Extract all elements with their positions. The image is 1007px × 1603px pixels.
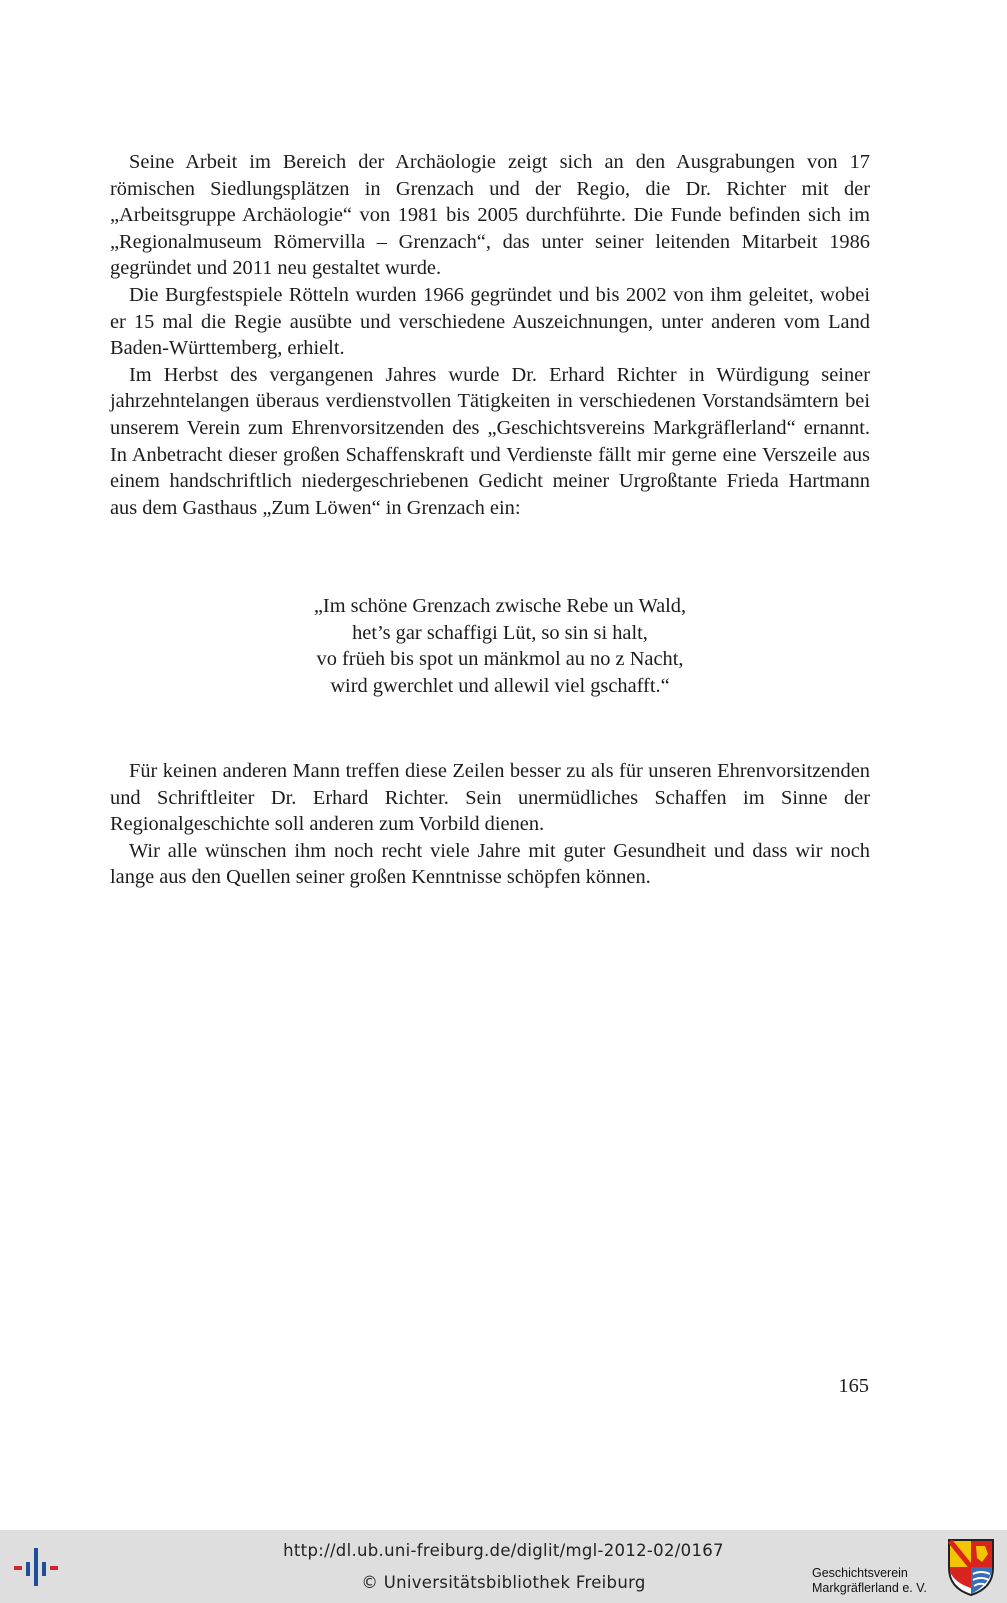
society-line-1: Geschichtsverein [812, 1566, 908, 1580]
paragraph-wishes: Wir alle wünschen ihm noch recht viele Jahre mit guter Gesundheit und dass wir noch lange aus den Quellen seiner großen Kenntnisse schöpfen können. [110, 839, 870, 889]
page-number: 165 [838, 1375, 869, 1397]
markgraeflerland-crest-icon [945, 1536, 997, 1598]
paragraph-tribute: Für keinen anderen Mann treffen diese Zeilen besser zu als für unseren Ehrenvorsitzenden und Schriftleiter Dr. Erhard Richter. Sein unermüdliches Schaffen im Sinne der Regionalgeschichte soll anderen zum Vorbild dienen. [110, 760, 870, 836]
footer-url-link[interactable]: http://dl.ub.uni-freiburg.de/diglit/mgl-2012-02/0167 [283, 1541, 724, 1560]
society-name [812, 1566, 927, 1596]
paragraph-burgfestspiele: Die Burgfestspiele Rötteln wurden 1966 gegründet und bis 2002 von ihm geleitet, wobei er 15 mal die Regie ausübte und verschiedene Auszeichnungen, unter anderen vom Land Baden-Württemberg, erhielt. [110, 283, 870, 360]
poem [200, 593, 800, 699]
paragraph-honorary-chair: Im Herbst des vergangenen Jahres wurde Dr. Erhard Richter in Würdigung seiner jahrzehntelangen überaus verdienstvollen Tätigkeiten in verschiedenen Vorstandsämtern bei unserem Verein zum Ehrenvorsitzenden des „Geschichtsvereins Markgräflerland“ ernannt. In Anbetracht dieser großen Schaffenskraft und Verdienste fällt mir gerne eine Verszeile aus einem handschriftlich niedergeschriebenen Gedicht meiner Urgroßtante Frieda Hartmann aus dem Gasthaus „Zum Löwen“ in Grenzach ein: [110, 363, 870, 519]
poem-line: „Im schöne Grenzach zwische Rebe un Wald, [313, 595, 687, 617]
footer-bar [0, 1530, 1007, 1603]
paragraph-archaeology: Seine Arbeit im Bereich der Archäologie zeigt sich an den Ausgrabungen von 17 römischen Siedlungsplätzen in Grenzach und der Regio, die Dr. Richter mit der „Arbeitsgruppe Archäologie“ von 1981 bis 2005 durchführte. Die Funde befinden sich im „Regionalmuseum Römervilla – Grenzach“, das unter seiner leitenden Mitarbeit 1986 gegründet und 2011 neu gestaltet wurde. [110, 151, 870, 280]
footer-copyright: © Universitätsbibliothek Freiburg [361, 1573, 646, 1592]
poem-line: vo früeh bis spot un mänkmol au no z Nacht, [316, 648, 684, 671]
main-text [110, 149, 870, 521]
poem-line: het’s gar schaffigi Lüt, so sin si halt, [352, 621, 648, 644]
poem-line: wird gwerchlet und allewil viel gschafft.“ [330, 674, 670, 697]
closing-text [110, 758, 870, 891]
society-line-2: Markgräflerland e. V. [812, 1581, 927, 1595]
